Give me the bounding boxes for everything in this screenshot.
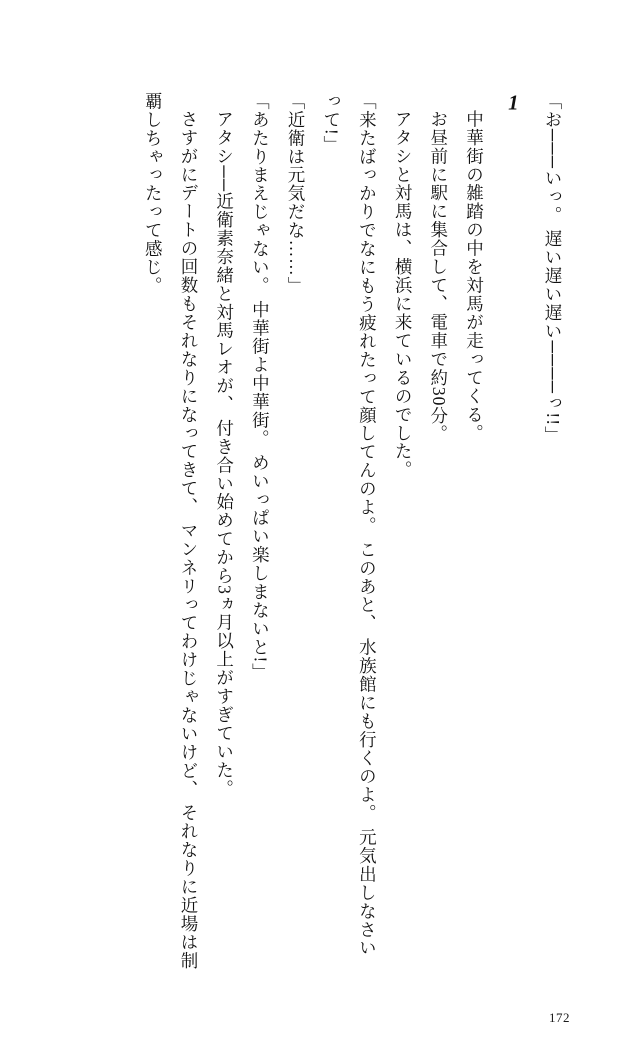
text-column-8: アタシ──近衛素奈緒と対馬レオが、 付き合い始めてから3ヵ月以上がすぎていた。 bbox=[214, 109, 235, 798]
text-column-9: さすがにデートの回数もそれなりになってきて、 マンネリってわけじゃないけど、 それなりに近場は制覇しちゃったって感じ。 bbox=[143, 92, 199, 970]
text-column-1: 「お───いっ。 遅い遅い遅い────っ!!」 bbox=[543, 92, 563, 445]
text-column-2: 中華街の雑踏の中を対馬が走ってくる。 bbox=[464, 109, 485, 442]
chapter-number-line bbox=[491, 92, 534, 972]
text-column-4: アタシと対馬は、横浜に来ているのでした。 bbox=[393, 109, 414, 479]
vertical-text-body bbox=[50, 92, 570, 972]
page-number: 172 bbox=[548, 1010, 570, 1025]
text-column-7: 「あたりまえじゃない。 中華街よ中華街。 めいっぱい楽しまないと!」 bbox=[250, 92, 271, 682]
chapter-number: 1 bbox=[508, 92, 519, 113]
text-column-3: お昼前に駅に集合して、電車で約30分。 bbox=[428, 109, 449, 443]
text-column-6: 「近衛は元気だな……」 bbox=[286, 92, 307, 296]
text-column-5: 「来たばっかりでなにもう疲れたって顔してんのよ。 このあと、 水族館にも行くのよ。 元気出しなさいって!」 bbox=[321, 92, 378, 958]
